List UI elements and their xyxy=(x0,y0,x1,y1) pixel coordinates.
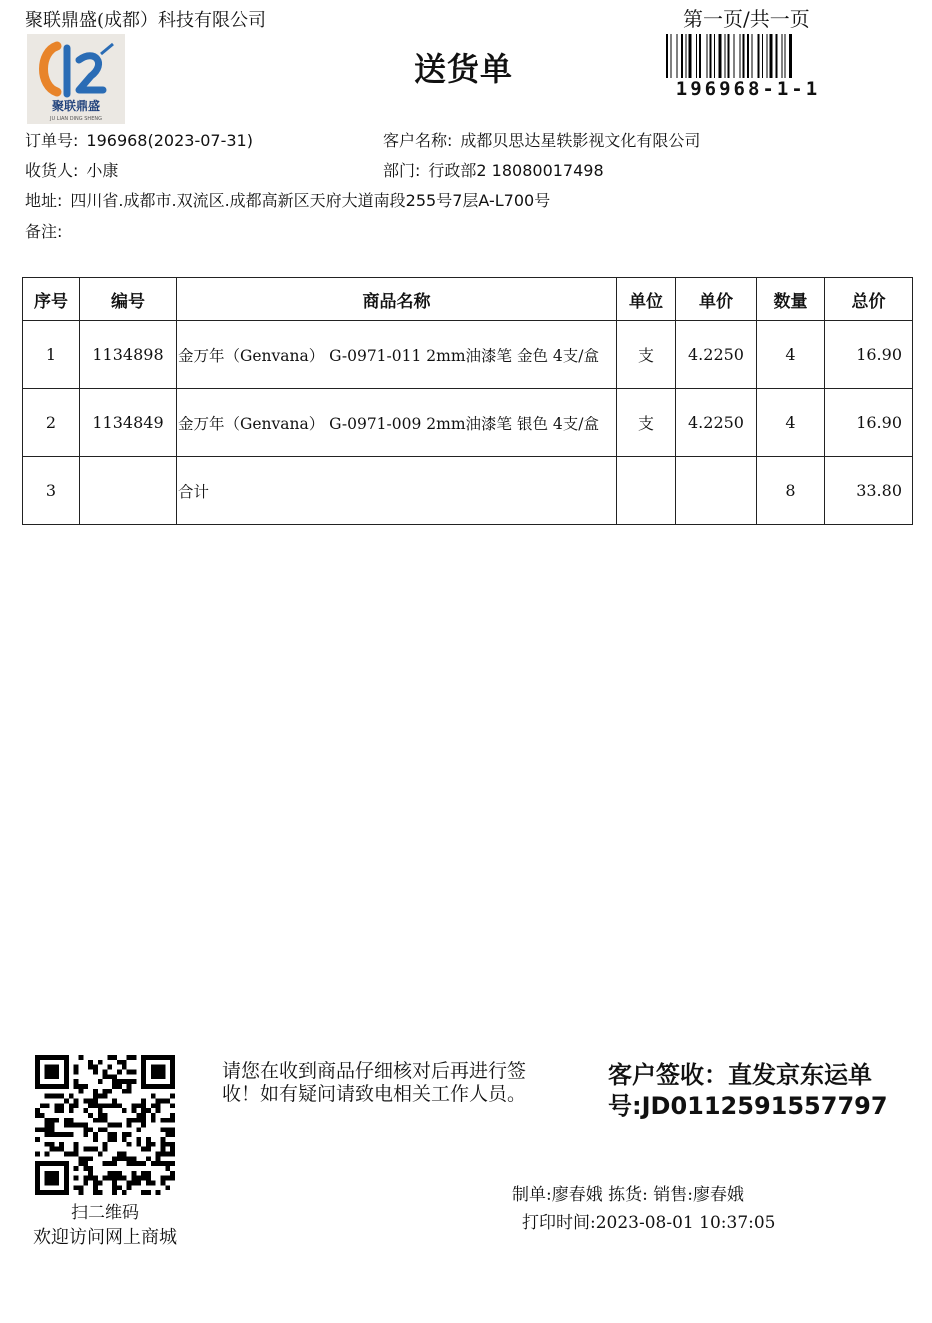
table-header-row xyxy=(23,278,913,321)
customer-name-label: 客户名称: xyxy=(383,131,453,150)
cell-unit: 支 xyxy=(617,321,676,389)
qr-caption-visit-store: 欢迎访问网上商城 xyxy=(33,1227,177,1248)
cell-quantity: 8 xyxy=(757,457,825,525)
print-time: 打印时间:2023-08-01 10:37:05 xyxy=(522,1213,776,1233)
cell-unit: 支 xyxy=(617,389,676,457)
column-header-unit: 单位 xyxy=(617,278,676,321)
logo-graphic xyxy=(27,34,125,124)
table-row xyxy=(23,321,913,389)
document-title: 送货单 xyxy=(414,50,514,88)
column-header-quantity: 数量 xyxy=(757,278,825,321)
remark-label: 备注: xyxy=(25,222,63,241)
cell-unit-price: 4.2250 xyxy=(676,321,757,389)
customer-name-row xyxy=(383,128,700,151)
company-name: 聚联鼎盛(成都）科技有限公司 xyxy=(25,10,267,31)
column-header-seq: 序号 xyxy=(23,278,80,321)
cell-seq: 1 xyxy=(23,321,80,389)
customer-signature: 客户签收：直发京东运单号:JD0112591557797 xyxy=(608,1061,888,1120)
cell-product-name: 金万年（Genvana） G-0971-011 2mm油漆笔 金色 4支/盒 xyxy=(177,321,617,389)
column-header-product-name: 商品名称 xyxy=(177,278,617,321)
address-label: 地址: xyxy=(25,191,63,210)
cell-total: 16.90 xyxy=(825,321,913,389)
receiver-value: 小康 xyxy=(86,161,119,180)
barcode xyxy=(666,34,830,80)
barcode-number: 196968-1-1 xyxy=(675,78,821,100)
page-indicator: 第一页/共一页 xyxy=(683,7,810,31)
cell-quantity: 4 xyxy=(757,389,825,457)
department-label: 部门: xyxy=(383,161,421,180)
cell-seq: 2 xyxy=(23,389,80,457)
logo-subtext: JU LIAN DING SHENG xyxy=(50,116,102,122)
column-header-unit-price: 单价 xyxy=(676,278,757,321)
table-total-row xyxy=(23,457,913,525)
cell-code xyxy=(80,457,177,525)
cell-product-name: 合计 xyxy=(177,457,617,525)
cell-unit-price: 4.2250 xyxy=(676,389,757,457)
order-number-label: 订单号: xyxy=(25,131,79,150)
receiver-label: 收货人: xyxy=(25,161,79,180)
cell-total: 16.90 xyxy=(825,389,913,457)
address-row xyxy=(25,188,550,211)
items-table xyxy=(22,277,913,525)
qr-code[interactable] xyxy=(35,1055,175,1195)
cell-product-name: 金万年（Genvana） G-0971-009 2mm油漆笔 银色 4支/盒 xyxy=(177,389,617,457)
cell-quantity: 4 xyxy=(757,321,825,389)
receiver-row xyxy=(25,158,118,181)
table-row xyxy=(23,389,913,457)
order-number-value: 196968(2023-07-31) xyxy=(86,131,253,150)
column-header-code: 编号 xyxy=(80,278,177,321)
address-value: 四川省.成都市.双流区.成都高新区天府大道南段255号7层A-L700号 xyxy=(70,191,551,210)
logo-text: 聚联鼎盛 xyxy=(51,99,101,113)
cell-code: 1134849 xyxy=(80,389,177,457)
remark-row xyxy=(25,219,62,242)
cell-total: 33.80 xyxy=(825,457,913,525)
company-logo xyxy=(27,34,125,124)
delivery-notice: 请您在收到商品仔细核对后再进行签收！如有疑问请致电相关工作人员。 xyxy=(222,1060,527,1105)
staff-line: 制单:廖春娥 拣货: 销售:廖春娥 xyxy=(512,1185,744,1205)
customer-name-value: 成都贝思达星轶影视文化有限公司 xyxy=(460,131,701,150)
column-header-total: 总价 xyxy=(825,278,913,321)
cell-unit-price xyxy=(676,457,757,525)
cell-seq: 3 xyxy=(23,457,80,525)
cell-unit xyxy=(617,457,676,525)
order-number-row xyxy=(25,128,253,151)
department-value: 行政部2 18080017498 xyxy=(428,161,604,180)
cell-code: 1134898 xyxy=(80,321,177,389)
department-row xyxy=(383,158,604,181)
qr-caption-scan: 扫二维码 xyxy=(71,1203,139,1223)
